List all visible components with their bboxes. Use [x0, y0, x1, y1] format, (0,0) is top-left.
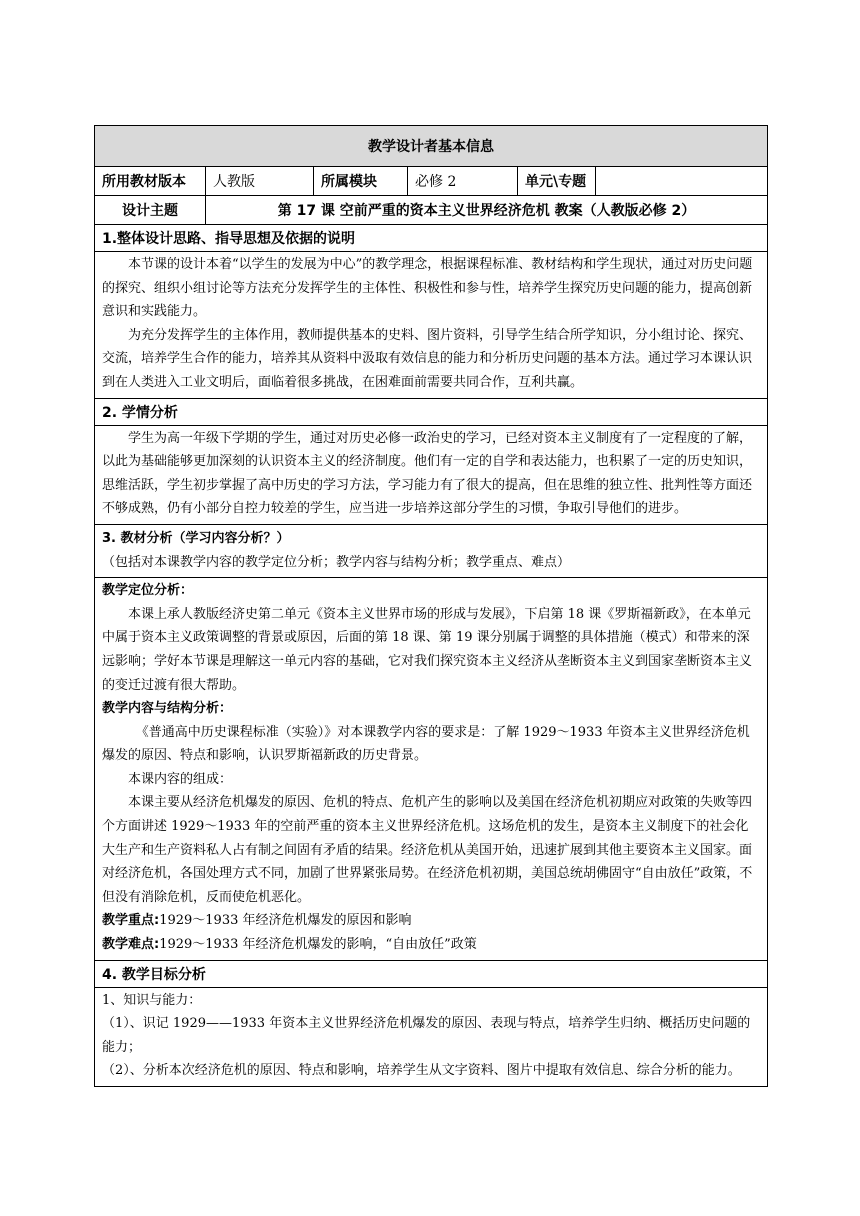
section1-paragraph: 为充分发挥学生的主体作用，教师提供基本的史料、图片资料，引导学生结合所学知识，分小组讨论、探究、交流，培养学生合作的能力，培养其从资料中汲取有效信息的能力和分析历史问题的基本方法。通过学习本课认识到在人类进入工业文明后，面临着很多挑战，在困难面前需要共同合作，互利共赢。 [102, 327, 753, 390]
section3-note: （包括对本课教学内容的教学定位分析；教学内容与结构分析；教学重点、难点） [102, 554, 571, 570]
topic-label: 设计主题 [95, 196, 206, 225]
key-point-label: 教学重点: [102, 913, 160, 929]
difficult-point-label: 教学难点: [102, 937, 160, 953]
composition-label: 本课内容的组成： [128, 771, 233, 787]
textbook-value: 人教版 [206, 167, 314, 196]
meta-row [95, 167, 768, 196]
unit-value [596, 167, 768, 196]
module-label: 所属模块 [314, 167, 408, 196]
difficult-point [102, 933, 760, 957]
content-analysis-text: 《普通高中历史课程标准（实验）》对本课教学内容的要求是：了解 1929～1933 年资本主义世界经济危机爆发的原因、特点和影响，认识罗斯福新政的历史背景。 [102, 724, 750, 764]
composition-text: 本课主要从经济危机爆发的原因、危机的特点、危机产生的影响以及美国在经济危机初期应对政策的失败等四个方面讲述 1929～1933 年的空前严重的资本主义世界经济危机。这场危机的发生，是资本主义制度下的社会化大生产和生产资料私人占有制之间固有矛盾的结果。经济危机从美国开始，迅速扩展到其他主要资本主义国家。面对经济危机，各国处理方式不同，加剧了世界紧张局势。在经济危机初期，美国总统胡佛固守“自由放任”政策，不但没有消除危机，反而使危机恶化。 [102, 795, 753, 905]
section3-title: 3. 教材分析（学习内容分析？） [102, 530, 290, 546]
section2-paragraph: 学生为高一年级下学期的学生，通过对历史必修一政治史的学习，已经对资本主义制度有了一定程度的了解，以此为基础能够更加深刻的认识资本主义的经济制度。他们有一定的自学和表达能力，也积累了一定的历史知识，思维活跃，学生初步掌握了高中历史的学习方法，学习能力有了很大的提高，但在思维的独立性、批判性等方面还不够成熟，仍有小部分自控力较差的学生，应当进一步培养这部分学生的习惯，争取引导他们的进步。 [102, 430, 753, 517]
designer-info-header: 教学设计者基本信息 [95, 126, 768, 167]
position-analysis-text: 本课上承人教版经济史第二单元《资本主义世界市场的形成与发展》，下启第 18 课《罗斯福新政》，在本单元中属于资本主义政策调整的背景或原因，后面的第 18 课、第 19 课分别属于调整的具体措施（模式）和带来的深远影响；学好本节课是理解这一单元内容的基础，它对我们探究资本主义经济从垄断资本主义到国家垄断资本主义的变迁过渡有很大帮助。 [102, 606, 753, 693]
section3-header-cell [95, 524, 768, 577]
section1-title: 1.整体设计思路、指导思想及依据的说明 [95, 225, 768, 252]
objective-item: （2）、分析本次经济危机的原因、特点和影响，培养学生从文字资料、图片中提取有效信息、综合分析的能力。 [102, 1063, 741, 1079]
section2-body [95, 425, 768, 524]
topic-row [95, 196, 768, 225]
content-analysis-title: 教学内容与结构分析： [102, 701, 233, 717]
objective-subtitle: 1、知识与能力： [102, 992, 202, 1008]
position-analysis-title: 教学定位分析： [102, 583, 194, 599]
topic-value: 第 17 课 空前严重的资本主义世界经济危机 教案（人教版必修 2） [206, 196, 768, 225]
objective-item: （1）、识记 1929——1933 年资本主义世界经济危机爆发的原因、表现与特点，培养学生归纳、概括历史问题的能力； [102, 1016, 751, 1055]
unit-label: 单元\专题 [518, 167, 596, 196]
lesson-plan-table [94, 125, 768, 1087]
section3-body [95, 578, 768, 961]
section1-paragraph: 本节课的设计本着“以学生的发展为中心”的教学理念，根据课程标准、教材结构和学生现状，通过对历史问题的探究、组织小组讨论等方法充分发挥学生的主体性、积极性和参与性，培养学生探究历史问题的能力，提高创新意识和实践能力。 [102, 257, 753, 320]
key-point [102, 909, 760, 933]
difficult-point-text: 1929～1933 年经济危机爆发的影响，“自由放任”政策 [159, 937, 477, 953]
textbook-label: 所用教材版本 [95, 167, 206, 196]
section1-body [95, 252, 768, 399]
lesson-plan-sheet [94, 125, 767, 1087]
section4-body [95, 987, 768, 1086]
section2-title: 2. 学情分析 [95, 398, 768, 425]
key-point-text: 1929～1933 年经济危机爆发的原因和影响 [159, 913, 412, 929]
section4-title: 4. 教学目标分析 [95, 960, 768, 987]
module-value: 必修 2 [408, 167, 518, 196]
